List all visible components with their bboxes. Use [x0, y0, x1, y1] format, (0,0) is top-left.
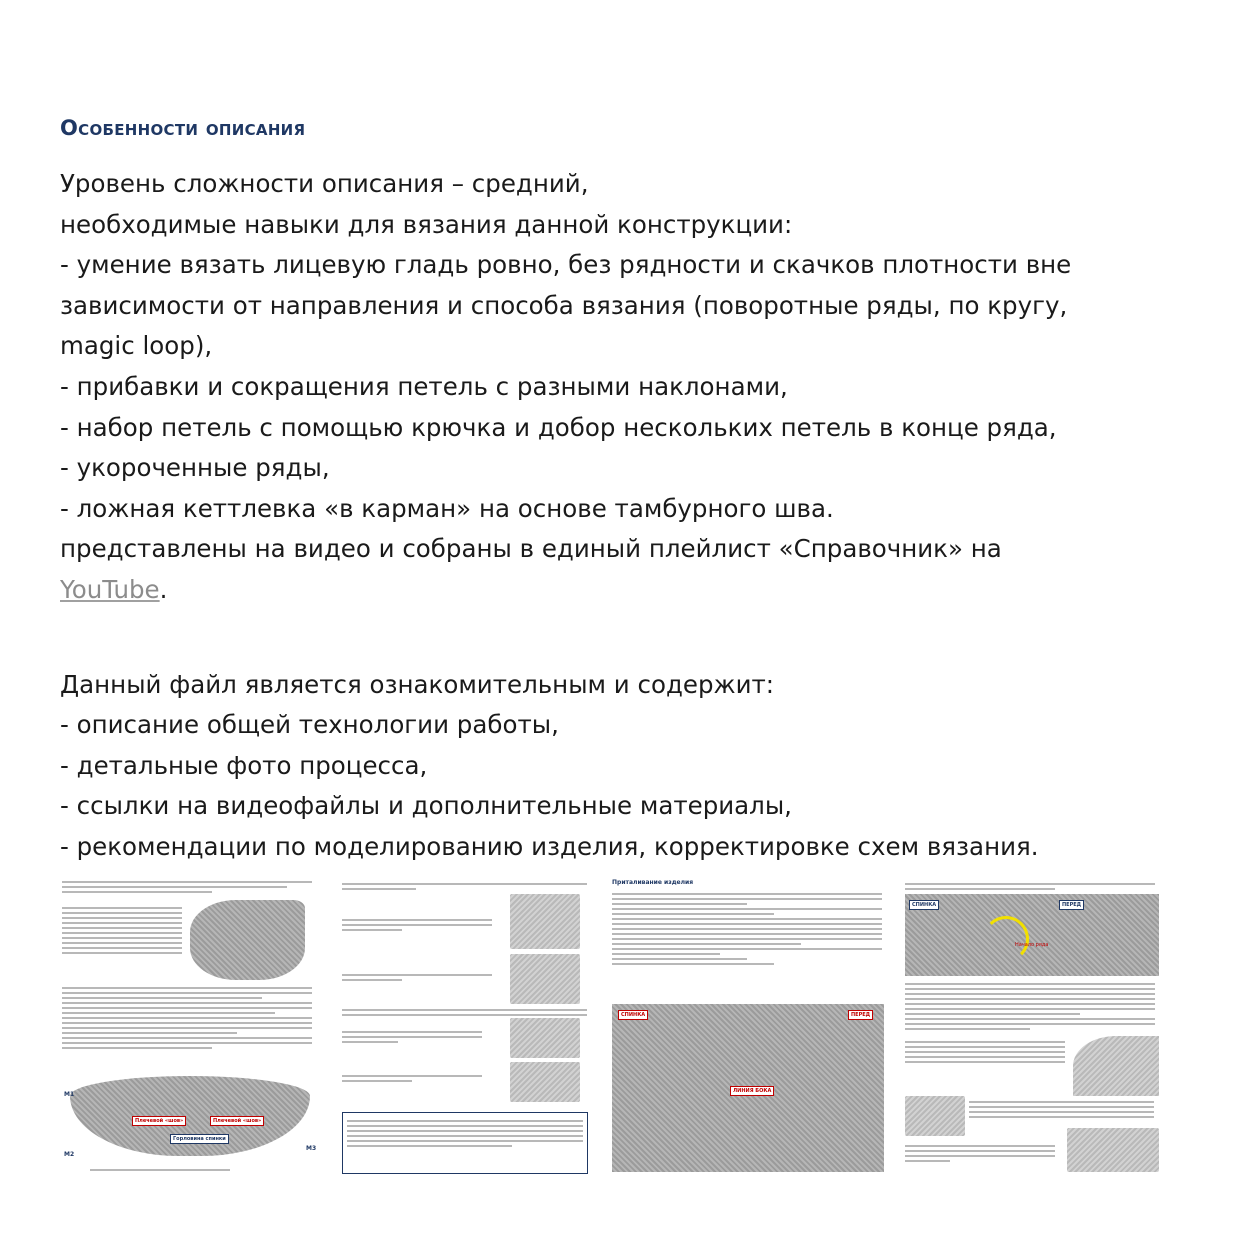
- intro-line: представлены на видео и собраны в единый плейлист «Справочник» на: [60, 534, 1002, 564]
- knit-photo: [510, 1062, 580, 1102]
- marker-label: М2: [64, 1151, 75, 1158]
- text-block: [342, 880, 587, 893]
- preview-page-4: [903, 876, 1162, 1176]
- intro-line: - прибавки и сокращения петель с разными наклонами,: [60, 371, 788, 401]
- intro-line: - ложная кеттлевка «в карман» на основе тамбурного шва.: [60, 493, 834, 523]
- section-heading: Особенности описания: [60, 116, 306, 140]
- contents-line: - детальные фото процесса,: [60, 750, 428, 780]
- text-block: [342, 1028, 482, 1046]
- link-line: [60, 570, 1210, 611]
- intro-line: зависимости от направления и способа вязания (поворотные ряды, по кругу,: [60, 290, 1068, 320]
- photo-label: ПЕРЕД: [848, 1010, 873, 1020]
- knit-photo: [70, 1076, 310, 1156]
- contents-line: Данный файл является ознакомительным и содержит:: [60, 669, 775, 699]
- text-block: [905, 1038, 1065, 1066]
- yarn-marker: [983, 916, 1029, 962]
- knit-photo: [510, 954, 580, 1004]
- photo-label: Плечевой «шов»: [210, 1116, 264, 1126]
- intro-line: - набор петель с помощью крючка и добор нескольких петель в конце ряда,: [60, 412, 1057, 442]
- preview-page-3: [610, 876, 886, 1176]
- contents-line: - описание общей технологии работы,: [60, 710, 559, 740]
- intro-line: Уровень сложности описания – средний,: [60, 169, 589, 198]
- knit-photo: [905, 1096, 965, 1136]
- photo-label: ПЕРЕД: [1059, 900, 1084, 910]
- intro-line: необходимые навыки для вязания данной конструкции:: [60, 209, 793, 239]
- knit-photo: [510, 894, 580, 949]
- text-block: [342, 1072, 482, 1085]
- intro-line: - умение вязать лицевую гладь ровно, без рядности и скачков плотности вне: [60, 250, 1072, 280]
- contents-line: - рекомендации по моделированию изделия, корректировке схем вязания.: [60, 831, 1039, 861]
- knit-photo: [1067, 1128, 1159, 1172]
- text-block: [90, 1166, 230, 1174]
- link-trailing: .: [159, 574, 168, 604]
- text-block: [62, 904, 182, 957]
- note-box: [342, 1112, 588, 1174]
- text-block: [62, 878, 312, 896]
- text-block: [612, 890, 882, 968]
- intro-line: magic loop),: [60, 331, 213, 361]
- photo-label: Плечевой «шов»: [132, 1116, 186, 1126]
- photo-label: ЛИНИЯ БОКА: [730, 1086, 774, 1096]
- spacer: [60, 611, 1210, 665]
- knit-photo: [510, 1018, 580, 1058]
- text-block: [342, 916, 492, 934]
- photo-label: СПИНКА: [909, 900, 939, 910]
- thumb-title: Приталивание изделия: [612, 879, 694, 886]
- preview-page-2: [340, 876, 592, 1176]
- contents-line: - ссылки на видеофайлы и дополнительные материалы,: [60, 791, 792, 821]
- knit-photo: [905, 894, 1159, 976]
- text-block: [905, 880, 1155, 893]
- preview-thumbnails: [60, 876, 1162, 1176]
- description-body: [60, 164, 1210, 868]
- photo-label: Начало ряда: [1015, 942, 1049, 948]
- text-block: [969, 1098, 1154, 1121]
- youtube-link[interactable]: YouTube: [60, 574, 160, 604]
- marker-label: М3: [306, 1145, 317, 1152]
- knit-photo: [190, 900, 305, 980]
- photo-label: Горловина спинки: [170, 1134, 229, 1144]
- text-block: [905, 1142, 1055, 1165]
- text-block: [62, 984, 312, 1052]
- preview-page-1: [60, 876, 320, 1176]
- photo-label: СПИНКА: [618, 1010, 648, 1020]
- text-block: [905, 980, 1155, 1033]
- text-block: [342, 971, 492, 984]
- intro-line: - укороченные ряды,: [60, 453, 330, 483]
- knit-photo: [1073, 1036, 1159, 1096]
- marker-label: М1: [64, 1091, 75, 1098]
